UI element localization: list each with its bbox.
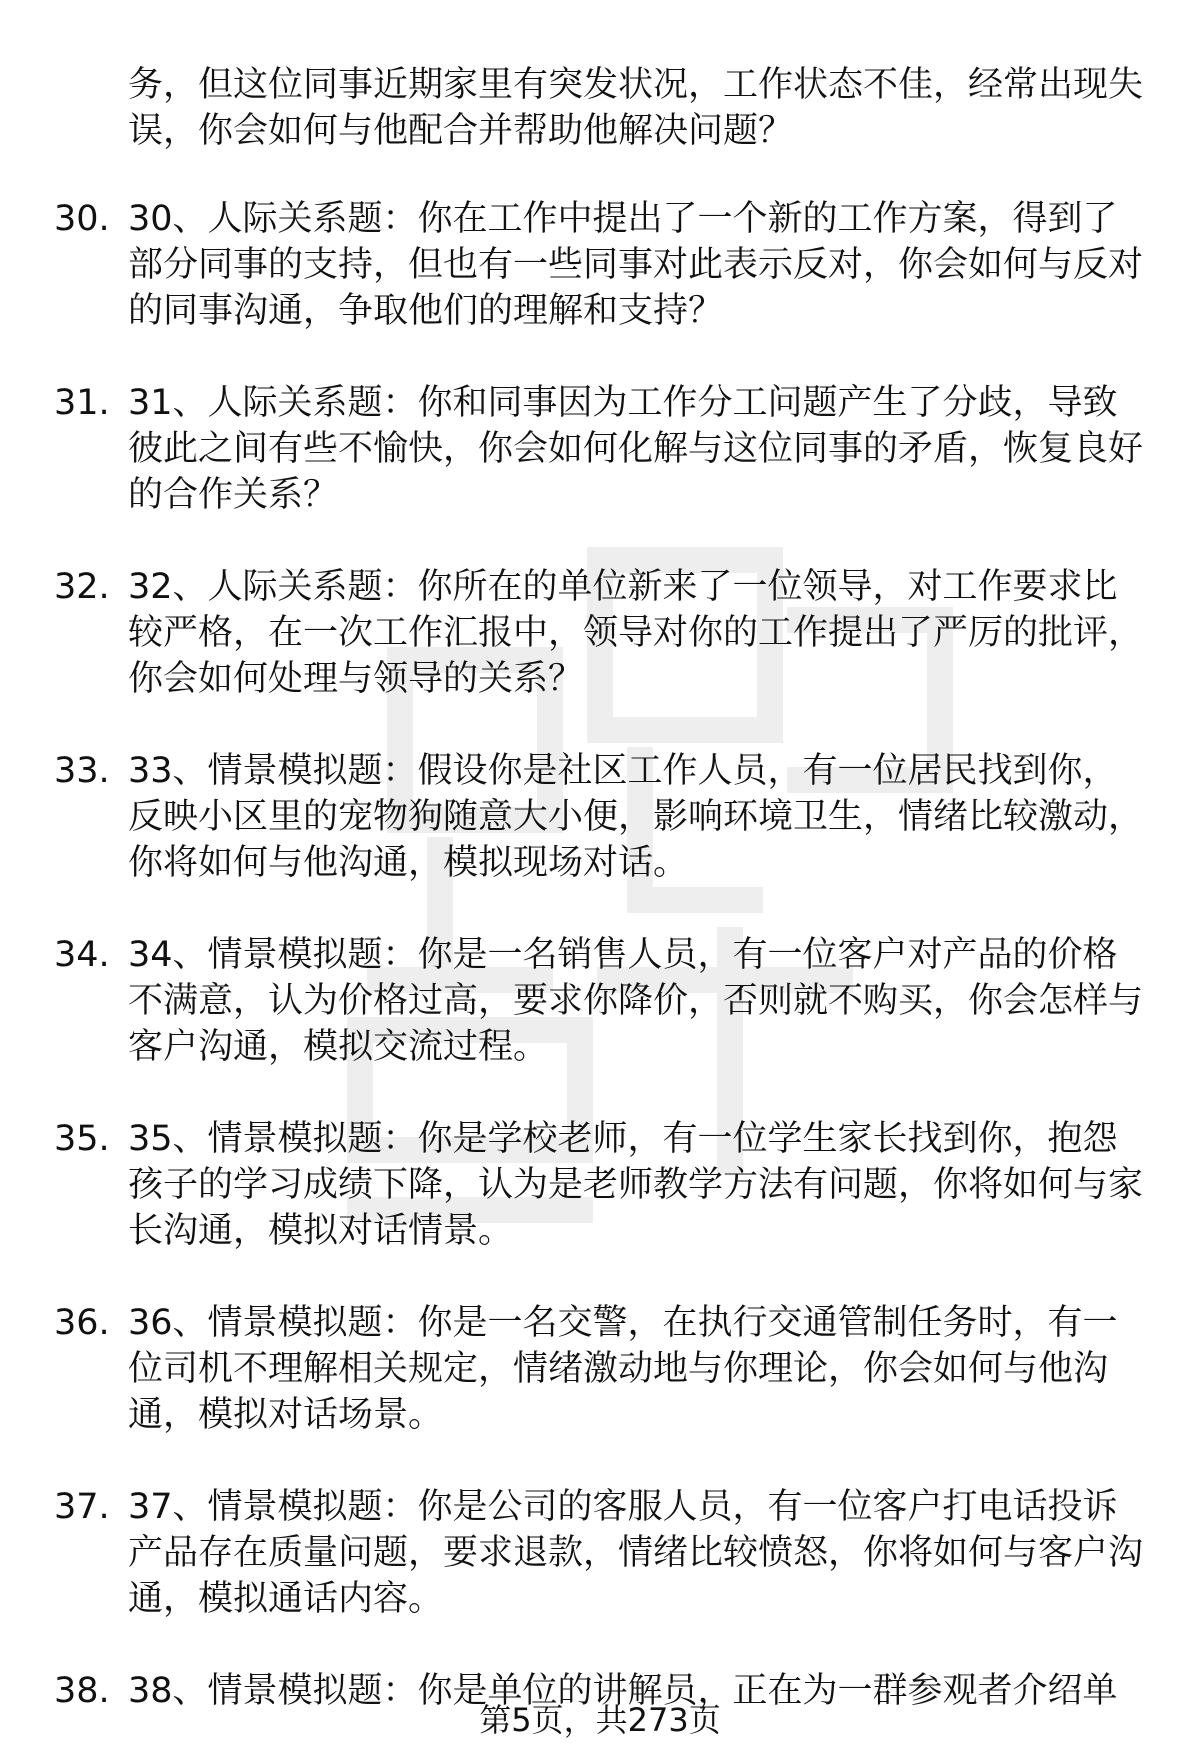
question-item-31 (0, 380, 1200, 564)
question-text: 33、情景模拟题：假设你是社区工作人员，有一位居民找到你，反映小区里的宠物狗随意大小便，影响环境卫生，情绪比较激动，你将如何与他沟通，模拟现场对话。 (128, 751, 1144, 883)
question-text: 30、人际关系题：你在工作中提出了一个新的工作方案，得到了部分同事的支持，但也有一些同事对此表示反对，你会如何与反对的同事沟通，争取他们的理解和支持？ (128, 199, 1144, 331)
question-text: 35、情景模拟题：你是学校老师，有一位学生家长找到你，抱怨孩子的学习成绩下降，认为是老师教学方法有问题，你将如何与家长沟通，模拟对话情景。 (128, 1119, 1144, 1251)
question-text: 36、情景模拟题：你是一名交警，在执行交通管制任务时，有一位司机不理解相关规定，情绪激动地与你理论，你会如何与他沟通，模拟对话场景。 (128, 1303, 1118, 1435)
question-item-35 (0, 1116, 1200, 1300)
question-text: 34、情景模拟题：你是一名销售人员，有一位客户对产品的价格不满意，认为价格过高，要求你降价，否则就不购买，你会怎样与客户沟通，模拟交流过程。 (128, 935, 1144, 1067)
question-item-34 (0, 932, 1200, 1116)
question-number: 35. (54, 1119, 110, 1159)
question-item-30 (0, 196, 1200, 380)
question-item-33 (0, 748, 1200, 932)
question-list (0, 196, 1200, 1728)
question-text: 31、人际关系题：你和同事因为工作分工问题产生了分歧，导致彼此之间有些不愉快，你会如何化解与这位同事的矛盾，恢复良好的合作关系？ (128, 383, 1144, 515)
question-item-36 (0, 1300, 1200, 1484)
question-number: 32. (54, 567, 110, 607)
question-number: 31. (54, 383, 110, 423)
question-number: 33. (54, 751, 110, 791)
question-number: 38. (54, 1671, 110, 1711)
question-item-37 (0, 1484, 1200, 1668)
question-text: 32、人际关系题：你所在的单位新来了一位领导，对工作要求比较严格，在一次工作汇报中，领导对你的工作提出了严厉的批评，你会如何处理与领导的关系？ (128, 567, 1144, 699)
previous-question-continuation: 务，但这位同事近期家里有突发状况，工作状态不佳，经常出现失误，你会如何与他配合并帮助他解决问题？ (128, 65, 1144, 151)
question-number: 34. (54, 935, 110, 975)
question-text: 37、情景模拟题：你是公司的客服人员，有一位客户打电话投诉产品存在质量问题，要求退款，情绪比较愤怒，你将如何与客户沟通，模拟通话内容。 (128, 1487, 1144, 1619)
question-number: 37. (54, 1487, 110, 1527)
question-item-32 (0, 564, 1200, 748)
question-number: 36. (54, 1303, 110, 1343)
question-text: 38、情景模拟题：你是单位的讲解员，正在为一群参观者介绍单 (128, 1671, 1118, 1711)
page-number-footer: 第5页，共273页 (479, 1701, 721, 1739)
question-number: 30. (54, 199, 110, 239)
